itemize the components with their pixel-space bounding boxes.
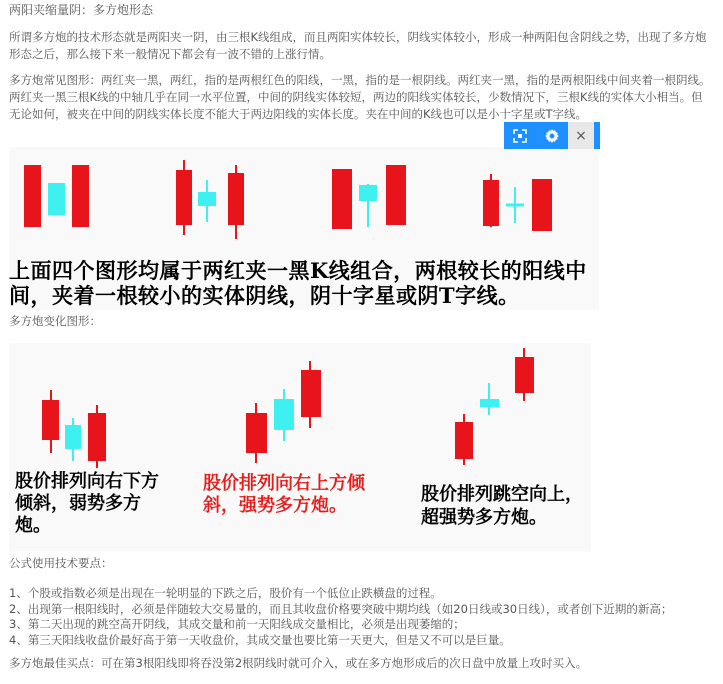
image-toolbar	[504, 122, 600, 149]
article-title: 两阳夹缩量阴：多方炮形态	[9, 3, 154, 17]
candle-red	[532, 179, 552, 231]
variant-caption-super-strong: 股价排列跳空向上，超强势多方炮。	[421, 484, 583, 528]
candle-red	[42, 400, 59, 440]
candle-red	[228, 173, 244, 225]
common-patterns-paragraph: 多方炮常见图形：两红夹一黑，两红，指的是两根红色的阳线，一黑，指的是一根阴线。两红夹一黑，指的是两根阳线中间夹着一根阴线。两红夹一黑三根K线的中轴几乎在同一水平位置，中间的阴线实体较短，两边的阳线实体较长，少数情况下，三根K线的实体大小相当。但无论如何，被夹在中间的阴线实体长度不能大于两边阳线的实体长度。夹在中间的K线也可以是小十字星或T字线。	[9, 73, 711, 121]
rule-item: 4、第三天阳线收盘价最好高于第一天收盘价，其成交量也要比第一天更大，但是又不可以是巨量。	[9, 632, 511, 647]
settings-icon	[544, 128, 560, 144]
close-button[interactable]	[568, 122, 594, 149]
candle-red	[72, 165, 89, 227]
candle-cyan	[274, 399, 294, 430]
candle-cyan	[65, 425, 81, 449]
variant-caption-weak: 股价排列向右下方倾斜，弱势多方炮。	[15, 471, 159, 536]
candle-red	[455, 422, 473, 459]
figure-1-caption: 上面四个图形均属于两红夹一黑K线组合，两根较长的阳线中间，夹着一根较小的实体阴线，阴十字星或阴T字线。	[9, 258, 587, 308]
intro-paragraph: 所谓多方炮的技术形态就是两阳夹一阴，由三根K线组成，而且两阳实体较长，阴线实体较小，形成一种两阳包含阴线之势，出现了多方炮形态之后，那么接下来一般情况下都会有一波不错的上涨行情。	[9, 30, 707, 61]
rule-item: 1、个股或指数必须是出现在一轮明显的下跌之后，股价有一个低位止跌横盘的过程。	[9, 586, 442, 600]
variants-heading: 多方炮变化图形：	[9, 314, 101, 328]
candle-red	[24, 165, 41, 227]
candle-red	[88, 413, 106, 461]
candlestick-figure-2	[9, 343, 591, 551]
candle-red	[386, 165, 406, 225]
settings-button[interactable]	[536, 122, 568, 149]
candle-cyan	[480, 399, 499, 407]
candle-cyan	[48, 183, 65, 215]
rule-item: 2、出现第一根阳线时，必须是伴随较大交易量的，而且其收盘价格要突破中期均线（如20日线或30日线），或者创下近期的新高；	[9, 601, 673, 616]
candle-red	[246, 413, 267, 453]
close-icon: ×	[575, 127, 587, 144]
candle-red	[332, 169, 352, 229]
rules-list	[9, 586, 714, 648]
variant-caption-strong: 股价排列向右上方倾斜，强势多方炮。	[203, 473, 365, 516]
candle-red	[483, 180, 499, 226]
candle-cyan	[359, 185, 377, 201]
formula-heading: 公式使用技术要点：	[9, 556, 113, 570]
candlestick-figure-1	[9, 147, 599, 310]
candle-red	[301, 370, 321, 417]
fullscreen-icon	[513, 129, 527, 143]
candle-red	[176, 170, 192, 225]
candle-red	[515, 357, 534, 393]
fullscreen-button[interactable]	[504, 122, 536, 149]
rule-item: 3、第二天出现的跳空高开阴线，其成交量和前一天阳线成交量相比，必须是出现萎缩的；	[9, 617, 465, 631]
candle-cyan	[198, 192, 216, 206]
best-buy-point: 多方炮最佳买点：可在第3根阳线即将吞没第2根阴线时就可介入，或在多方炮形成后的次日盘中放量上攻时买入。	[9, 656, 588, 670]
